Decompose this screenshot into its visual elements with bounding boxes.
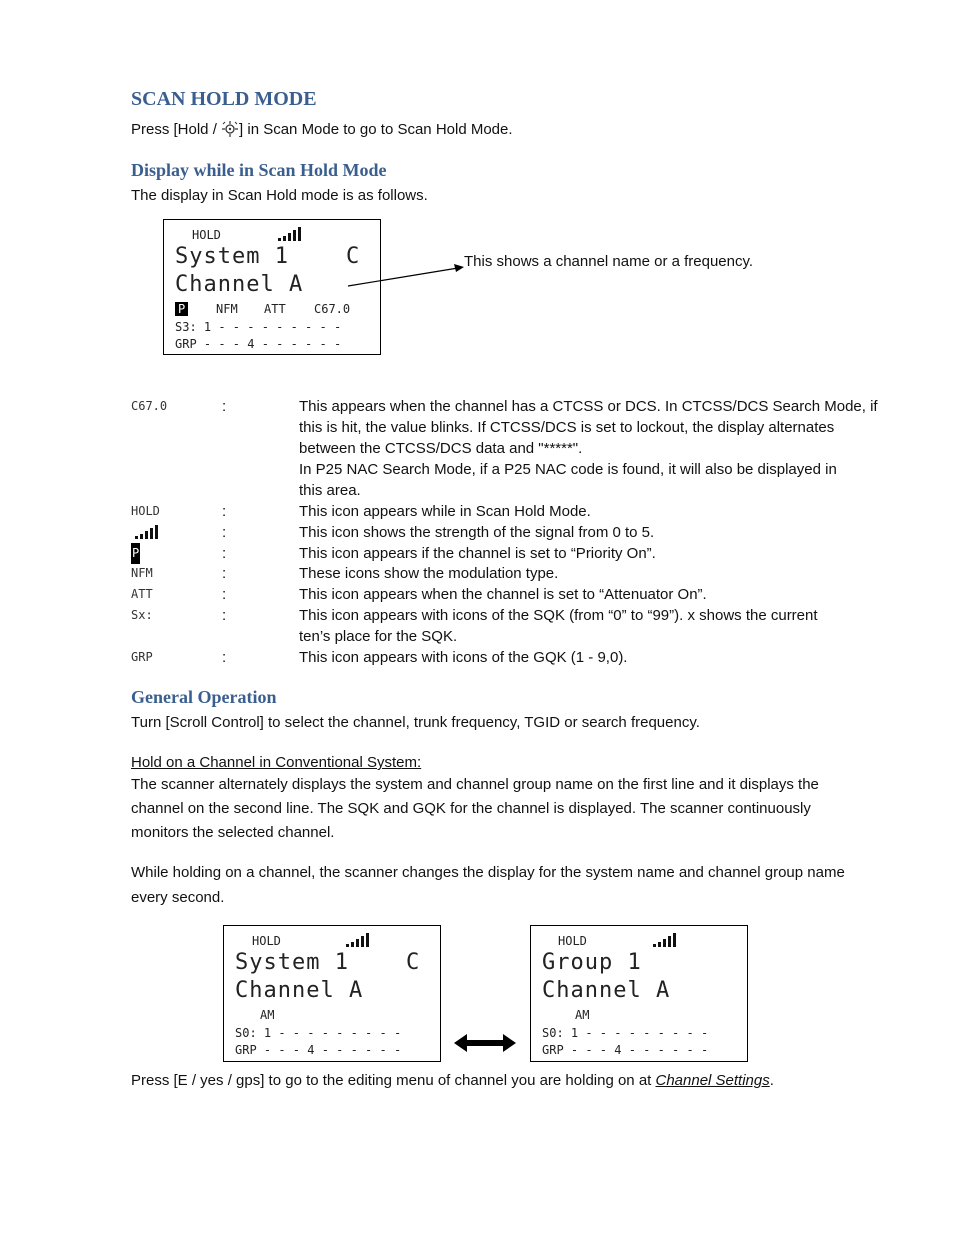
hold-p2-line: While holding on a channel, the scanner changes the display for the system name and channel group name <box>131 864 845 881</box>
legend-colon: : <box>222 565 227 582</box>
callout-arrow-icon <box>340 258 470 292</box>
hold-p2-line: every second. <box>131 889 225 906</box>
legend-description-line: This icon appears while in Scan Hold Mode. <box>299 503 591 520</box>
lcd-line1: System 1 C <box>235 950 421 975</box>
legend-description-line: this area. <box>299 482 361 499</box>
lcd-display-system <box>223 925 441 1062</box>
footer-text <box>131 1070 774 1091</box>
signal-strength-icon <box>346 933 370 947</box>
legend-code: P <box>131 543 140 564</box>
legend-description-line: This icon appears when the channel is set to “Attenuator On”. <box>299 586 707 603</box>
legend-colon: : <box>222 607 227 624</box>
intro-before: Press [Hold / <box>131 121 222 138</box>
legend-description <box>299 563 881 584</box>
lcd-line2: Channel A <box>542 978 671 1003</box>
lcd-line1: Group 1 <box>542 950 642 975</box>
hold-subheading: Hold on a Channel in Conventional System: <box>131 754 422 771</box>
legend-description <box>299 605 881 647</box>
lcd-line2: Channel A <box>175 272 304 297</box>
page-title: SCAN HOLD MODE <box>131 88 317 110</box>
legend-description-line: This icon appears if the channel is set to “Priority On”. <box>299 545 656 562</box>
hold-p1-line: channel on the second line. The SQK and GQK for the channel is displayed. The scanner continuously <box>131 800 811 817</box>
legend-colon: : <box>222 398 227 415</box>
lcd-attenuator: ATT <box>264 302 286 316</box>
legend-code: GRP <box>131 650 153 664</box>
lcd-tone: C67.0 <box>314 302 351 316</box>
lcd-sqk-line: S3: 1 - - - - - - - - - <box>175 320 342 334</box>
legend-description-line: between the CTCSS/DCS data and "*****". <box>299 440 583 457</box>
legend-description <box>299 543 881 564</box>
lcd-grp-line: GRP - - - 4 - - - - - - <box>175 337 342 351</box>
legend-description-line: This icon appears with icons of the GQK (1 - 9,0). <box>299 649 628 666</box>
lcd-line2: Channel A <box>235 978 364 1003</box>
legend-code: HOLD <box>131 504 160 518</box>
legend-description <box>299 584 881 605</box>
hold-paragraph-2 <box>131 860 845 910</box>
legend-description-line: This appears when the channel has a CTCSS or DCS. In CTCSS/DCS Search Mode, if <box>299 398 878 415</box>
lcd-hold-label: HOLD <box>252 934 281 948</box>
lcd-hold-label: HOLD <box>192 228 221 242</box>
legend-colon: : <box>222 503 227 520</box>
legend-description <box>299 522 881 543</box>
legend-colon: : <box>222 524 227 541</box>
lcd-modulation: NFM <box>216 302 238 316</box>
hold-paragraph-1 <box>131 773 819 845</box>
legend-description-line: This icon appears with icons of the SQK (from “0” to “99”). x shows the current <box>299 607 818 624</box>
legend-description-line: ten’s place for the SQK. <box>299 628 458 645</box>
signal-strength-icon <box>131 522 159 538</box>
scroll-control-icon <box>221 121 239 137</box>
callout-text: This shows a channel name or a frequency. <box>464 253 754 270</box>
intro-text <box>131 119 513 140</box>
lcd-line1: System 1 C <box>175 244 361 269</box>
lcd-display-group <box>530 925 748 1062</box>
lcd-sqk-line: S0: 1 - - - - - - - - - <box>542 1026 709 1040</box>
footer-after: . <box>769 1072 774 1089</box>
display-heading: Display while in Scan Hold Mode <box>131 160 387 180</box>
legend-colon: : <box>222 586 227 603</box>
double-arrow-icon <box>454 1033 516 1053</box>
lcd-hold-label: HOLD <box>558 934 587 948</box>
lcd-sqk-line: S0: 1 - - - - - - - - - <box>235 1026 402 1040</box>
footer-before: Press [E / yes / gps] to go to the editing menu of channel you are holding on at <box>131 1072 656 1089</box>
signal-strength-icon <box>653 933 677 947</box>
legend-description-line: These icons show the modulation type. <box>299 565 559 582</box>
lcd-grp-line: GRP - - - 4 - - - - - - <box>235 1043 402 1057</box>
lcd-modulation: AM <box>260 1008 275 1022</box>
legend-description-line: this is hit, the value blinks. If CTCSS/DCS is set to lockout, the display alternates <box>299 419 835 436</box>
legend-description <box>299 501 881 522</box>
legend-code: ATT <box>131 587 153 601</box>
channel-settings-link[interactable]: Channel Settings <box>655 1072 770 1089</box>
display-intro: The display in Scan Hold mode is as follows. <box>131 187 428 204</box>
signal-strength-icon <box>278 227 302 241</box>
hold-p1-line: monitors the selected channel. <box>131 824 335 841</box>
legend-code: NFM <box>131 566 153 580</box>
legend-colon: : <box>222 545 227 562</box>
lcd-modulation: AM <box>575 1008 590 1022</box>
legend-description <box>299 396 881 501</box>
general-text: Turn [Scroll Control] to select the channel, trunk frequency, TGID or search frequency. <box>131 714 700 731</box>
lcd-priority-icon: P <box>175 302 188 316</box>
hold-p1-line: The scanner alternately displays the system and channel group name on the first line and it displays the <box>131 776 819 793</box>
lcd-grp-line: GRP - - - 4 - - - - - - <box>542 1043 709 1057</box>
general-heading: General Operation <box>131 687 277 707</box>
legend-description-line: In P25 NAC Search Mode, if a P25 NAC code is found, it will also be displayed in <box>299 461 837 478</box>
legend-code: Sx: <box>131 608 153 622</box>
intro-after: ] in Scan Mode to go to Scan Hold Mode. <box>239 121 513 138</box>
legend-colon: : <box>222 649 227 666</box>
legend-description-line: This icon shows the strength of the signal from 0 to 5. <box>299 524 655 541</box>
legend-description <box>299 647 881 668</box>
legend-code: C67.0 <box>131 399 168 413</box>
